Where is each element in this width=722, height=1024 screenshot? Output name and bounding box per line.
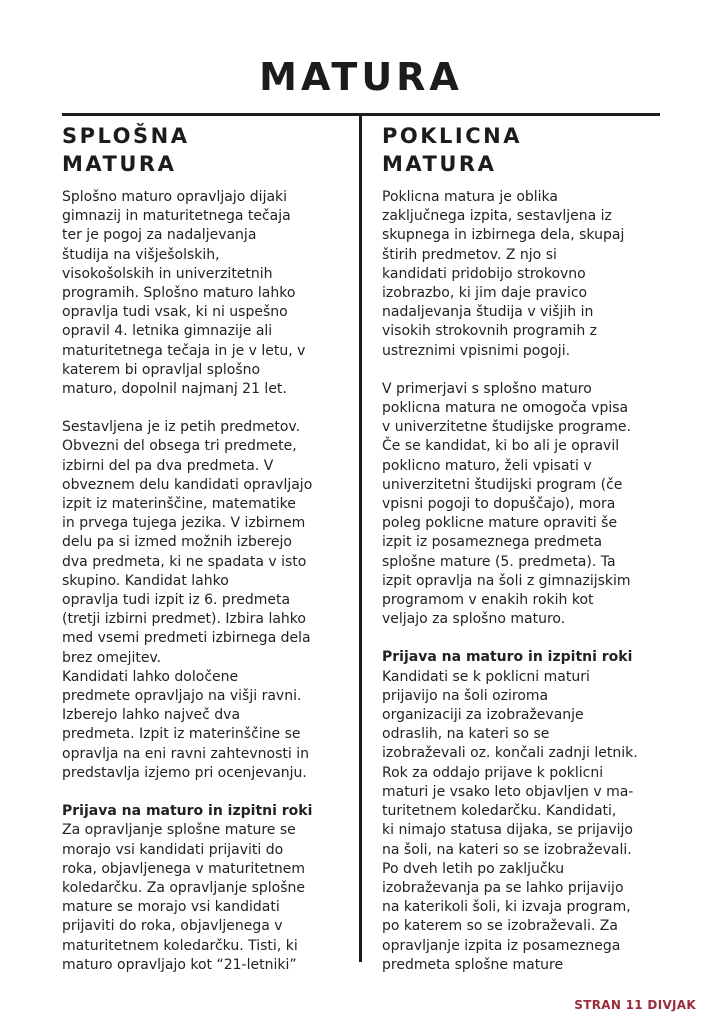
text-line: zaključnega izpita, sestavljena iz xyxy=(382,208,612,225)
text-line: ki nimajo statusa dijaka, se prijavijo xyxy=(382,822,633,839)
text-line: Obvezni del obsega tri predmete, xyxy=(62,438,297,455)
text-line: univerzitetni študijski program (če xyxy=(382,476,623,493)
right-heading xyxy=(382,122,662,178)
text-line: Za opravljanje splošne mature se xyxy=(62,822,296,839)
text-line: opravil 4. letnika gimnazije ali xyxy=(62,323,273,340)
right-para-2 xyxy=(382,380,662,630)
text-line: vpisni pogoji to dopuščajo), mora xyxy=(382,496,616,513)
left-subheading: Prijava na maturo in izpitni roki xyxy=(62,803,313,820)
right-heading-line: POKLICNA xyxy=(382,124,522,148)
text-line: Kandidati lahko določene xyxy=(62,668,239,685)
text-line: organizaciji za izobraževanje xyxy=(382,707,584,724)
text-line: po katerem so se izobraževali. Za xyxy=(382,918,618,935)
text-line: gimnazij in maturitetnega tečaja xyxy=(62,208,291,225)
left-column xyxy=(62,122,348,975)
text-line: izobrazbo, ki jim daje pravico xyxy=(382,285,588,302)
text-line: ustreznimi vpisnimi pogoji. xyxy=(382,342,571,359)
text-line: veljajo za splošno maturo. xyxy=(382,611,566,628)
text-line: Če se kandidat, ki bo ali je opravil xyxy=(382,438,620,455)
text-line: kandidati pridobijo strokovno xyxy=(382,265,586,282)
text-line: maturi je vsako leto objavljen v ma- xyxy=(382,783,634,800)
text-line: skupino. Kandidat lahko xyxy=(62,572,229,589)
text-line: in prvega tujega jezika. V izbirnem xyxy=(62,515,306,532)
text-line: štirih predmetov. Z njo si xyxy=(382,246,557,263)
column-divider xyxy=(359,113,362,962)
text-line: izbirni del pa dva predmeta. V xyxy=(62,457,274,474)
text-line: predmeta. Izpit iz materinščine se xyxy=(62,726,301,743)
text-line: poleg poklicne mature opraviti še xyxy=(382,515,618,532)
right-subheading: Prijava na maturo in izpitni roki xyxy=(382,649,633,666)
text-line: delu pa si izmed možnih izberejo xyxy=(62,534,292,551)
text-line: poklicno maturo, želi vpisati v xyxy=(382,457,592,474)
left-heading xyxy=(62,122,348,178)
text-line: izpit opravlja na šoli z gimnazijskim xyxy=(382,572,631,589)
text-line: Poklicna matura je oblika xyxy=(382,189,558,205)
text-line: Splošno maturo opravljajo dijaki xyxy=(62,189,288,205)
right-column xyxy=(382,122,662,975)
left-para-3 xyxy=(62,821,348,975)
left-heading-line: SPLOŠNA xyxy=(62,124,190,148)
text-line: opravlja tudi izpit iz 6. predmeta xyxy=(62,592,291,609)
text-line: opravlja na eni ravni zahtevnosti in xyxy=(62,745,309,762)
page-footer: STRAN 11 DIVJAK xyxy=(574,998,696,1012)
text-line: predmete opravljajo na višji ravni. xyxy=(62,688,302,705)
text-line: maturo, dopolnil najmanj 21 let. xyxy=(62,381,287,398)
text-line: skupnega in izbirnega dela, skupaj xyxy=(382,227,625,244)
text-line: ter je pogoj za nadaljevanja xyxy=(62,227,257,244)
right-para-1 xyxy=(382,188,662,361)
text-line: poklicna matura ne omogoča vpisa xyxy=(382,400,629,417)
text-line: dva predmeta, ki ne spadata v isto xyxy=(62,553,307,570)
text-line: opravljanje izpita iz posameznega xyxy=(382,937,621,954)
right-para-3 xyxy=(382,668,662,975)
text-line: turitetnem koledarčku. Kandidati, xyxy=(382,803,617,820)
left-para-2 xyxy=(62,418,348,783)
text-line: programih. Splošno maturo lahko xyxy=(62,285,296,302)
text-line: Izberejo lahko največ dva xyxy=(62,707,241,724)
text-line: izpit iz materinščine, matematike xyxy=(62,496,296,513)
text-line: v univerzitetne študijske programe. xyxy=(382,419,631,436)
text-line: izpit iz posameznega predmeta xyxy=(382,534,603,551)
right-heading-line: MATURA xyxy=(382,152,497,176)
text-line: katerem bi opravljal splošno xyxy=(62,361,261,378)
text-line: prijaviti do roka, objavljenega v xyxy=(62,918,283,935)
text-line: splošne mature (5. predmeta). Ta xyxy=(382,553,616,570)
text-line: mature se morajo vsi kandidati xyxy=(62,899,280,916)
text-line: predmeta splošne mature xyxy=(382,956,564,973)
text-line: med vsemi predmeti izbirnega dela xyxy=(62,630,311,647)
text-line: študija na višješolskih, xyxy=(62,246,220,263)
text-line: programom v enakih rokih kot xyxy=(382,592,594,609)
text-line: morajo vsi kandidati prijaviti do xyxy=(62,841,284,858)
text-line: na šoli, na kateri so se izobraževali. xyxy=(382,841,632,858)
text-line: opravlja tudi vsak, ki ni uspešno xyxy=(62,304,288,321)
text-line: Kandidati se k poklicni maturi xyxy=(382,668,590,685)
text-line: (tretji izbirni predmet). Izbira lahko xyxy=(62,611,306,628)
text-line: Rok za oddajo prijave k poklicni xyxy=(382,764,604,781)
text-line: nadaljevanja študija v višjih in xyxy=(382,304,594,321)
text-line: izobraževali oz. končali zadnji letnik. xyxy=(382,745,638,762)
text-line: izobraževanja pa se lahko prijavijo xyxy=(382,879,624,896)
left-heading-line: MATURA xyxy=(62,152,177,176)
text-line: maturitetnega tečaja in je v letu, v xyxy=(62,342,306,359)
page-title: MATURA xyxy=(259,55,463,99)
text-line: brez omejitev. xyxy=(62,649,162,666)
text-line: roka, objavljenega v maturitetnem xyxy=(62,860,306,877)
text-line: predstavlja izjemo pri ocenjevanju. xyxy=(62,764,307,781)
text-line: maturo opravljajo kot “21-letniki” xyxy=(62,956,297,973)
text-line: obveznem delu kandidati opravljajo xyxy=(62,476,313,493)
left-para-1 xyxy=(62,188,348,399)
text-line: Sestavljena je iz petih predmetov. xyxy=(62,419,301,436)
text-line: na katerikoli šoli, ki izvaja program, xyxy=(382,899,631,916)
text-line: visokošolskih in univerzitetnih xyxy=(62,265,273,282)
text-line: Po dveh letih po zaključku xyxy=(382,860,565,877)
text-line: V primerjavi s splošno maturo xyxy=(382,380,592,397)
text-line: odraslih, na kateri so se xyxy=(382,726,550,743)
text-line: maturitetnem koledarčku. Tisti, ki xyxy=(62,937,298,954)
text-line: prijavijo na šoli oziroma xyxy=(382,687,549,704)
text-line: koledarčku. Za opravljanje splošne xyxy=(62,879,306,896)
text-line: visokih strokovnih programih z xyxy=(382,323,598,340)
